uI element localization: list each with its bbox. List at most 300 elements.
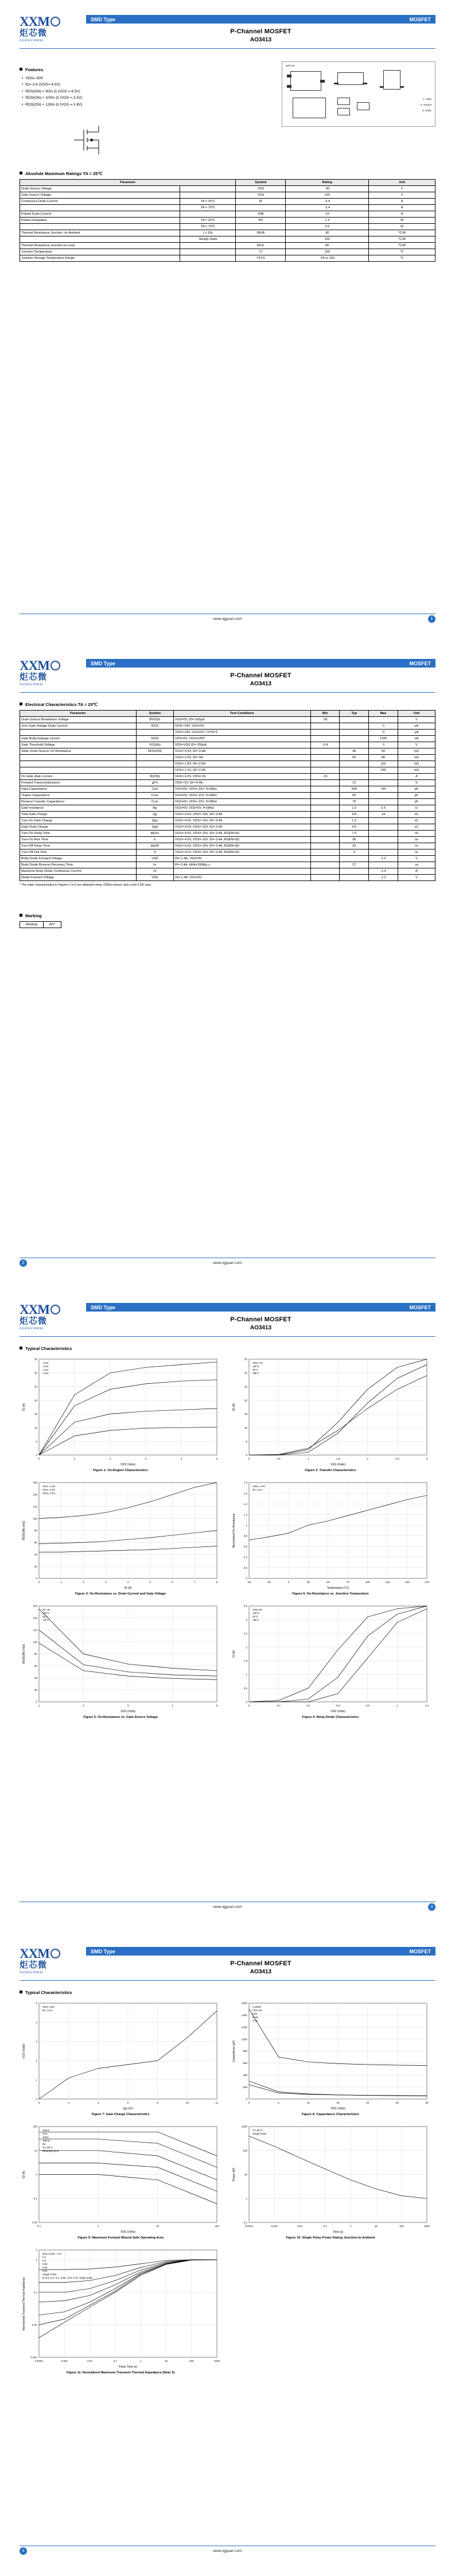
cell-condition: TA = 70℃ [180,223,236,230]
header-blue-bar [86,15,435,24]
cell-typ: 1.2 [340,818,369,824]
col-unit: Unit [369,179,435,185]
features-list [20,75,192,108]
svg-text:2: 2 [367,1457,368,1460]
svg-text:0.6: 0.6 [336,1704,340,1707]
cell-rating: 80 [286,242,369,249]
cell-rating: 0.9 [286,223,369,230]
svg-text:2.5: 2.5 [243,1632,247,1635]
svg-text:0.6: 0.6 [243,1545,247,1549]
company-logo [20,15,86,42]
chart-plot [20,2122,221,2235]
svg-text:20: 20 [34,1565,37,1568]
svg-text:1: 1 [246,1523,247,1527]
page-number: 3 [428,1903,435,1911]
cell-unit: ns [398,849,435,856]
svg-text:25: 25 [395,2101,399,2104]
svg-text:1: 1 [73,1457,76,1460]
cell-typ: 70 [340,799,369,805]
cell-unit: V [369,185,435,192]
cell-test-conditions: VGS=-4.5V, VDS=-15V, ID=-3.4A, RGEN=3Ω [173,843,310,849]
cell-typ: 590 [340,786,369,793]
cell-test-conditions: VGS=-4.5V, VDS=-15V, ID=-3.4A [173,812,310,818]
cell-min [310,849,340,856]
table-row [20,730,435,736]
svg-text:100: 100 [215,2225,219,2228]
page-footer [20,2546,435,2555]
svg-text:ID=-3A: ID=-3A [42,1608,50,1611]
svg-text:VGS=-4.5V: VGS=-4.5V [42,1492,56,1495]
svg-text:160: 160 [33,1604,37,1608]
cell-typ [340,736,369,742]
header-right-label: MOSFET [409,660,431,666]
cell-unit: pF [398,793,435,799]
chart-fig9 [20,2122,221,2240]
cell-rating: -3.4 [286,198,369,204]
table-row [20,742,435,748]
svg-text:100us: 100us [42,2129,49,2132]
cell-unit: pF [398,799,435,805]
svg-text:0: 0 [36,1577,37,1580]
cell-min [310,793,340,799]
svg-text:0.01: 0.01 [87,2360,93,2362]
svg-text:8: 8 [216,1581,218,1584]
abs-max-heading: Absolute Maximum Ratings TA = 25℃ [20,171,435,176]
chart-fig3 [20,1478,221,1596]
cell-test-conditions: VGS=-4.5V, VDS=-15V, ID=-3.4A, RGEN=3Ω [173,837,310,843]
svg-text:0.2: 0.2 [277,1704,281,1707]
chart-fig11 [20,2245,221,2375]
cell-min [310,831,340,837]
table-row [20,255,435,261]
svg-text:DC: DC [42,2143,46,2146]
cell-unit: mΩ [398,761,435,767]
svg-text:120: 120 [33,1505,37,1508]
cell-parameter: Gate-Body leakage current [20,736,137,742]
svg-text:1: 1 [36,2078,37,2082]
cell-parameter: Turn-Off Delay Time [20,843,137,849]
svg-text:VGS (Volts): VGS (Volts) [330,1463,346,1467]
cell-max [369,793,398,799]
cell-symbol [236,204,286,211]
svg-text:VGS=-1.8V: VGS=-1.8V [42,1485,56,1488]
svg-text:TA=25°C: TA=25°C [42,2146,53,2149]
cell-parameter [20,236,180,242]
svg-text:0: 0 [36,1453,37,1457]
page-footer [20,614,435,623]
cell-min [310,767,340,774]
cell-symbol: VDS [236,185,286,192]
cell-typ: 12 [340,780,369,786]
cell-min [310,875,340,881]
svg-text:25°C: 25°C [252,1615,258,1618]
table-row [20,824,435,831]
cell-parameter: Drain-Source Breakdown Voltage [20,717,137,723]
svg-text:Time (s): Time (s) [332,2230,344,2234]
svg-text:5: 5 [246,1440,247,1443]
chart-caption: Figure 8: Capacitance Characteristics [301,2113,360,2116]
svg-text:0.4: 0.4 [243,1555,247,1559]
svg-text:1: 1 [98,2225,99,2228]
cell-rating: ±20 [286,192,369,198]
cell-symbol: IGSS [136,736,173,742]
header-left-label: SMD Type [91,1948,115,1954]
cell-test-conditions: VGS=-4.5V, VDS=-15V, ID=-3.4A, RGEN=3Ω [173,849,310,856]
svg-text:RDS(ON) (mΩ): RDS(ON) (mΩ) [22,1644,26,1664]
svg-text:125°C: 125°C [252,1612,260,1615]
svg-text:1: 1 [396,1704,398,1707]
svg-text:75: 75 [346,1581,349,1584]
col-rating: Rating [286,179,369,185]
table-row [20,204,435,211]
cell-test-conditions: VDS=-24V, VGS=0V, TJ=55℃ [173,730,310,736]
cell-rating: -15 [286,211,369,217]
svg-text:2: 2 [246,1646,247,1649]
footer-url: www.xjjguan.com [213,2548,242,2553]
chart-caption: Figure 6: Body-Diode Characteristics [302,1716,359,1719]
cell-min: -0.4 [310,742,340,748]
cell-max [369,780,398,786]
svg-text:-25: -25 [267,1581,271,1584]
svg-text:Duty Cycle = 0.5: Duty Cycle = 0.5 [42,2252,61,2255]
svg-text:0.1: 0.1 [323,2225,328,2228]
col-typ: Typ [340,711,369,717]
pkg-note-3: 3. Drain [422,109,431,112]
logo-pinyin: XUANXINWEI [20,1326,44,1330]
svg-text:RDS(ON) limit: RDS(ON) limit [42,2150,59,2152]
cell-symbol [236,236,286,242]
svg-text:10: 10 [374,2225,378,2228]
svg-text:ID (A): ID (A) [22,2170,26,2179]
cell-symbol [136,730,173,736]
cell-typ: 60 [340,793,369,799]
header-left-label: SMD Type [91,660,115,666]
svg-text:Crss: Crss [252,2019,258,2022]
svg-text:2: 2 [83,1704,84,1707]
cell-parameter: Body Diode Reverse Recovery Time [20,862,137,868]
page-header [20,1947,435,1977]
typical-characteristics-heading: Typical Characteristics [20,1346,435,1351]
cell-test-conditions: VGS=-4.5V, VDS=-15V, ID=-3.4A, RGEN=3Ω [173,831,310,837]
svg-text:25: 25 [306,1581,310,1584]
svg-text:VDS (Volts): VDS (Volts) [330,2107,345,2111]
cell-typ [340,723,369,730]
chart-caption: Figure 5: On-Resistance vs. Gate-Source Voltage [83,1716,158,1719]
svg-text:VGS=0V: VGS=0V [252,1608,263,1611]
cell-parameter: Drain-Source Voltage [20,185,180,192]
svg-text:1.5: 1.5 [336,1457,340,1460]
cell-min [310,748,340,755]
svg-text:Pulse Time (s): Pulse Time (s) [119,2365,137,2369]
cell-max [369,849,398,856]
chart-fig4 [230,1478,431,1596]
absolute-maximum-ratings-table [20,179,435,262]
svg-text:-55°C: -55°C [42,1619,49,1621]
svg-text:100ms: 100ms [42,2139,50,2142]
pkg-note-1: 1. Gate [423,98,431,100]
svg-text:5: 5 [278,2101,279,2104]
svg-text:ID (A): ID (A) [22,1403,26,1411]
cell-test-conditions: VDS=-5V, ID=-3.4A [173,780,310,786]
table-row [20,761,435,767]
table-row [20,831,435,837]
svg-text:0: 0 [248,2101,250,2104]
svg-text:0.5: 0.5 [277,1457,281,1460]
cell-symbol: VSD [136,875,173,881]
cell-rating: -30 [286,185,369,192]
cell-symbol: Crss [136,799,173,805]
charts-grid-page4 [20,1999,435,2375]
svg-text:400: 400 [243,2073,247,2077]
svg-text:5: 5 [36,1440,37,1443]
cell-max [369,799,398,805]
chart-caption: Figure 1: On-Region Characteristics [93,1469,148,1472]
cell-parameter: Thermal Resistance,Junction-to-Lead [20,242,180,249]
cell-max: -1.4 [369,868,398,875]
cell-unit: V [398,742,435,748]
table-row [20,217,435,223]
table-row [20,185,435,192]
chart-caption: Figure 2: Transfer Characteristics [305,1469,356,1472]
cell-min [310,805,340,812]
svg-text:ID (A): ID (A) [232,1403,236,1411]
cell-rating: -2.4 [286,204,369,211]
cell-max: 14 [369,812,398,818]
chart-fig10 [230,2122,431,2240]
svg-text:1.5: 1.5 [243,1659,247,1663]
cell-unit: A [369,198,435,204]
cell-unit: V [398,717,435,723]
cell-unit: pF [398,786,435,793]
cell-parameter: Turn-On Delay Time [20,831,137,837]
cell-unit: A [398,774,435,780]
svg-text:1000: 1000 [213,2360,220,2362]
svg-text:VDS=-15V: VDS=-15V [42,2005,55,2008]
footer-url: www.xjjguan.com [213,1904,242,1909]
cell-min [310,843,340,849]
svg-text:0.01: 0.01 [32,2323,37,2327]
cell-symbol: TJ [236,249,286,255]
cell-parameter: Static Drain-Source On-Resistance [20,748,137,755]
cell-min [310,786,340,793]
svg-text:Temperature (°C): Temperature (°C) [326,1586,349,1590]
marking-heading: Marking [20,913,435,918]
cell-parameter [20,223,180,230]
cell-max: ±100 [369,736,398,742]
chart-caption: Figure 3: On-Resistance vs. Drain Current and Gate Voltage [75,1592,166,1596]
table-row [20,843,435,849]
svg-text:10: 10 [34,2149,37,2152]
svg-text:30: 30 [244,1371,247,1375]
cell-symbol: trr [136,862,173,868]
cell-parameter [20,755,137,761]
svg-text:1.8: 1.8 [243,1481,247,1484]
chart-plot [20,2245,221,2370]
cell-condition: TA = 25℃ [180,198,236,204]
svg-text:10: 10 [164,2360,168,2362]
svg-text:15: 15 [34,1413,37,1416]
cell-parameter: Junction Temperature [20,249,180,255]
svg-text:60: 60 [34,1665,37,1668]
cell-typ [340,767,369,774]
svg-text:0.2: 0.2 [42,2256,46,2259]
table-row [20,198,435,204]
table-row [20,736,435,742]
col-min: Min [310,711,340,717]
svg-text:0.001: 0.001 [271,2225,278,2228]
header-divider [20,48,435,49]
table-row [20,780,435,786]
cell-unit: V [398,856,435,862]
svg-text:125: 125 [385,1581,390,1584]
cell-unit: ℃ [369,249,435,255]
cell-parameter: Power Dissipation [20,217,180,223]
svg-text:200: 200 [243,2085,247,2089]
svg-text:Normalized On-Resistance: Normalized On-Resistance [232,1513,236,1548]
cell-min [310,755,340,761]
logo-circle-icon [50,1305,60,1314]
cell-typ [340,717,369,723]
chart-plot [230,1478,431,1591]
table-row [20,230,435,236]
table-row [20,875,435,881]
cell-symbol: Qgd [136,824,173,831]
svg-text:1.6: 1.6 [243,1492,247,1495]
cell-symbol: IDM [236,211,286,217]
page-header [20,659,435,689]
cell-test-conditions: VGS=0V, ID=-250μA [173,717,310,723]
marking-value: AO* [43,922,61,928]
svg-text:3: 3 [104,1581,107,1584]
cell-max [369,717,398,723]
table-row [20,786,435,793]
svg-text:1: 1 [246,1673,247,1676]
mosfet-symbol-icon [71,123,106,154]
cell-condition: t ≤ 10s [180,230,236,236]
svg-text:4: 4 [127,1581,129,1584]
cell-typ [340,868,369,875]
header-left-label: SMD Type [91,16,115,22]
chart-fig8 [230,1999,431,2116]
header-blue-bar [86,1303,435,1312]
cell-max: -1 [369,742,398,748]
col-unit: Unit [398,711,435,717]
table-row [20,717,435,723]
cell-max [369,818,398,824]
svg-text:10: 10 [244,1426,247,1429]
svg-text:Single Pulse: Single Pulse [42,2273,57,2276]
svg-text:0: 0 [246,1453,247,1457]
cell-symbol: tr [136,837,173,843]
cell-test-conditions: VGS=-4.5V, ID=-3.4A [173,748,310,755]
cell-symbol: BVDSS [136,717,173,723]
page-footer [20,1902,435,1911]
svg-text:0: 0 [36,1700,37,1704]
cell-max: -1.2 [369,875,398,881]
svg-text:f=1MHz: f=1MHz [252,2005,262,2008]
cell-unit: μA [398,730,435,736]
svg-text:5: 5 [216,1704,218,1707]
svg-text:1000: 1000 [241,2038,247,2041]
svg-text:-1.5V: -1.5V [42,1372,49,1375]
cell-max: 115 [369,761,398,767]
cell-parameter [20,730,137,736]
cell-test-conditions: VGS=-2.5V, ID=-3A [173,755,310,761]
cell-condition [180,211,236,217]
svg-text:0: 0 [246,1577,247,1580]
svg-text:Ciss: Ciss [252,2012,258,2015]
svg-text:VGS (Volts): VGS (Volts) [120,1710,136,1713]
logo-text: XXM [20,1302,49,1317]
cell-parameter: Turn-On Rise Time [20,837,137,843]
cell-symbol [136,755,173,761]
svg-text:1200: 1200 [241,2026,247,2029]
cell-test-conditions: VGS=-4.5V, VDS=-5V [173,774,310,780]
svg-text:80: 80 [34,1652,37,1656]
cell-min [310,837,340,843]
list-item: • RDS(ON) < 100m Ω (VGS =-2.5V) [22,95,192,101]
svg-text:10: 10 [244,2173,247,2177]
company-logo [20,659,86,686]
cell-min [310,736,340,742]
logo-chinese: 炬芯微 [20,1961,48,1970]
chart-plot [20,1355,221,1468]
cell-unit: ℃ [369,255,435,261]
cell-condition [180,185,236,192]
cell-symbol: ID(ON) [136,774,173,780]
cell-unit: nC [398,818,435,824]
cell-test-conditions: VGS=0V, VDS=0V, f=1MHz [173,805,310,812]
page-footer [20,1258,435,1267]
cell-condition: Steady-State [180,236,236,242]
svg-text:0.01: 0.01 [32,2221,37,2224]
svg-text:RDS(ON) (mΩ): RDS(ON) (mΩ) [22,1520,26,1541]
svg-text:1: 1 [38,1704,40,1707]
table-row [20,849,435,856]
cell-min [310,856,340,862]
cell-symbol: IS [136,868,173,875]
table-row [20,868,435,875]
cell-unit: mΩ [398,767,435,774]
svg-text:40: 40 [34,1676,37,1679]
svg-text:100: 100 [243,2149,247,2152]
svg-text:0.8: 0.8 [365,1704,370,1707]
part-number: AO3413 [250,37,272,43]
logo-chinese: 炬芯微 [20,673,48,682]
cell-symbol: Coss [136,793,173,799]
page-header [20,1303,435,1333]
table-row [20,242,435,249]
header-right-label: MOSFET [409,1304,431,1310]
svg-text:125°C: 125°C [252,1365,260,1368]
svg-text:0.1: 0.1 [33,2291,37,2294]
svg-text:0.1: 0.1 [42,2259,46,2262]
header-right-label: MOSFET [409,16,431,22]
cell-symbol: ID [236,198,286,204]
company-logo [20,1303,86,1330]
chart-plot [20,1999,221,2112]
pkg-note-2: 2. Source [420,103,431,106]
svg-text:35: 35 [244,1357,247,1361]
chart-fig1 [20,1355,221,1472]
cell-symbol: PD [236,217,286,223]
cell-unit: ℃/W [369,242,435,249]
chart-plot [230,1601,431,1714]
package-label: SOT-23 [286,64,295,67]
table-row [20,755,435,761]
svg-text:30: 30 [425,2101,429,2104]
list-item: • RDS(ON) < 130m Ω (VGS =-1.8V) [22,102,192,108]
